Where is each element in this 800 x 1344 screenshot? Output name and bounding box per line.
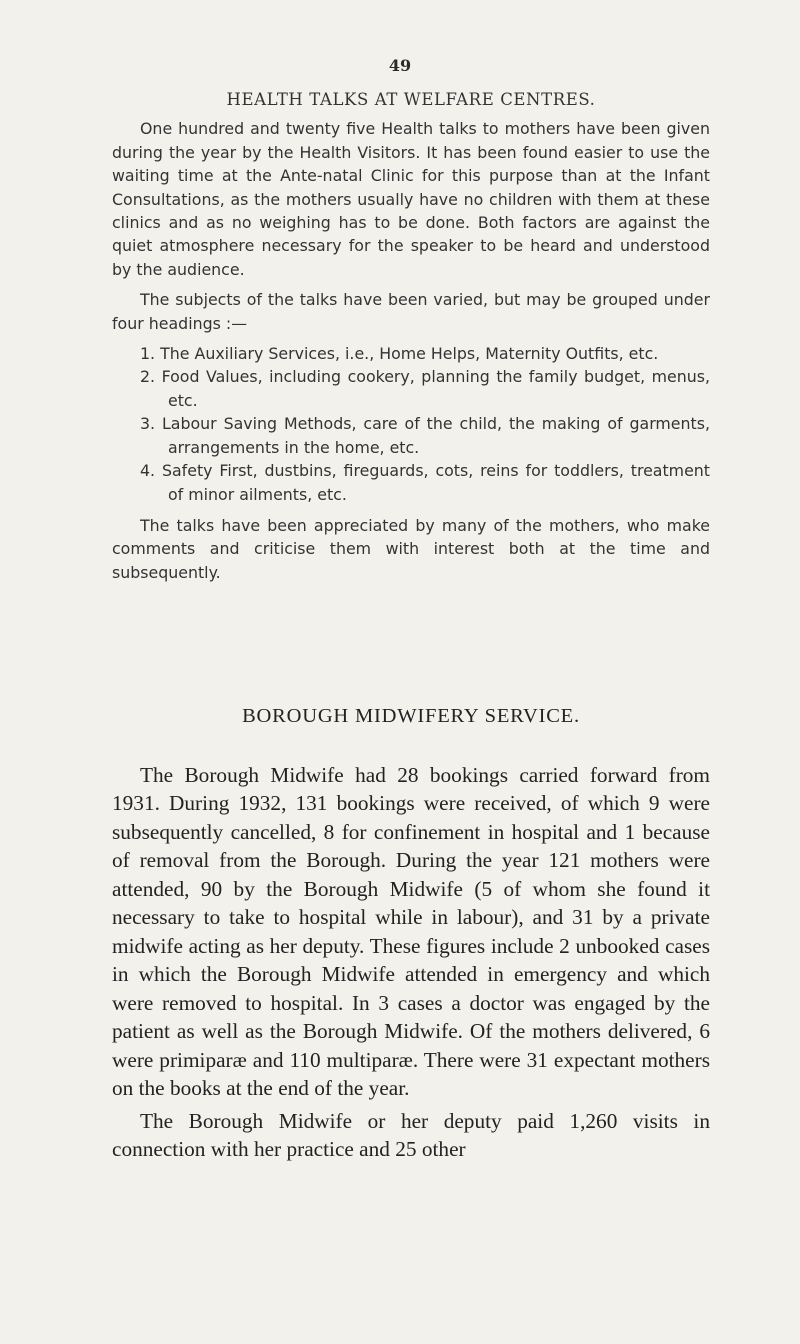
health-talks-paragraph-3: The talks have been appreciated by many of the mothers, who make comments and criticise them with interest both at the time and subsequently. <box>112 515 710 582</box>
list-item <box>112 342 710 365</box>
list-item <box>112 365 710 412</box>
list-item-text: The Auxiliary Services, i.e., Home Helps, Maternity Outfits, etc. <box>160 344 659 364</box>
list-item-number: 4. <box>140 461 156 481</box>
midwifery-heading: BOROUGH MIDWIFERY SERVICE. <box>242 705 580 727</box>
midwifery-section <box>112 702 710 1168</box>
health-talks-paragraph-1: One hundred and twenty five Health talks to mothers have been given during the year by the Health Visitors. It has been found easier to use the waiting time at the Ante-natal Clinic for this purpose than at the Infant Consultations, as the mothers usually have no children with them at these clinics and as no weighing has to be done. Both factors are against the quiet atmosphere necessary for the speaker to be heard and understood by the audience. <box>112 119 710 279</box>
page-number: 49 <box>388 56 412 75</box>
midwifery-paragraph-1: The Borough Midwife had 28 bookings carried forward from 1931. During 1932, 131 bookings were received, of which 9 were subsequently cancelled, 8 for confinement in hospital and 1 because of removal from the Borough. During the year 121 mothers were attended, 90 by the Borough Midwife (5 of whom she found it necessary to take to hospital while in labour), and 31 by a private midwife acting as her deputy. These figures include 2 unbooked cases in which the Borough Midwife attended in emergency and which were removed to hospital. In 3 cases a doctor was engaged by the patient as well as the Borough Midwife. Of the mothers delivered, 6 were primiparæ and 110 multiparæ. There were 31 expectant mothers on the books at the end of the year. <box>112 762 710 1100</box>
list-item-number: 1. <box>140 344 156 364</box>
list-item-text: Food Values, including cookery, planning the family budget, menus, etc. <box>161 367 710 410</box>
midwifery-paragraph-2: The Borough Midwife or her deputy paid 1,260 visits in connection with her practice and 25 other <box>112 1108 710 1161</box>
list-item-number: 2. <box>140 367 156 387</box>
health-talks-section <box>112 84 710 591</box>
list-item <box>112 412 710 459</box>
list-item-text: Labour Saving Methods, care of the child, the making of garments, arrangements in the home, etc. <box>162 414 710 457</box>
health-talks-paragraph-2: The subjects of the talks have been varied, but may be grouped under four headings :— <box>112 290 710 333</box>
list-item-number: 3. <box>140 414 156 434</box>
list-item <box>112 459 710 506</box>
list-item-text: Safety First, dustbins, fireguards, cots, reins for toddlers, treatment of minor ailments, etc. <box>161 461 710 504</box>
subjects-list <box>112 342 710 506</box>
health-talks-heading: HEALTH TALKS AT WELFARE CENTRES. <box>226 90 596 109</box>
